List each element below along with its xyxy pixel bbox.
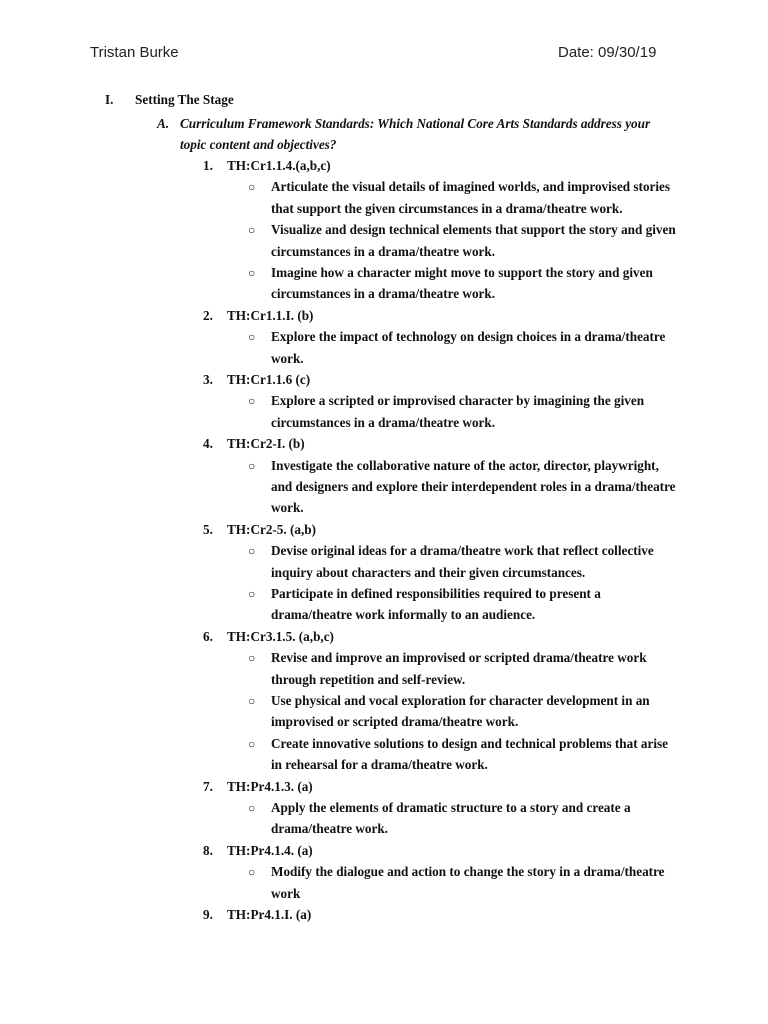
standard-code: TH:Pr4.1.4. (a) bbox=[227, 842, 313, 858]
bullet-text: in rehearsal for a drama/theatre work. bbox=[271, 757, 488, 773]
bullet-icon: ○ bbox=[248, 394, 256, 409]
bullet-icon: ○ bbox=[248, 180, 256, 195]
bullet-text: circumstances in a drama/theatre work. bbox=[271, 286, 496, 302]
standard-code: TH:Cr3.1.5. (a,b,c) bbox=[227, 628, 334, 644]
bullet-text: inquiry about characters and their given circumstances. bbox=[271, 564, 586, 580]
bullet-icon: ○ bbox=[248, 223, 256, 238]
bullet-icon: ○ bbox=[248, 694, 256, 708]
bullet-text: drama/theatre work. bbox=[271, 821, 388, 837]
bullet-text: Investigate the collaborative nature of the actor, director, playwright, bbox=[271, 457, 659, 473]
bullet-text: drama/theatre work informally to an audience. bbox=[271, 607, 536, 623]
standard-code: TH:Cr2-5. (a,b) bbox=[227, 521, 317, 537]
section-marker: I. bbox=[105, 92, 114, 107]
bullet-icon: ○ bbox=[248, 544, 256, 559]
bullet-text: Create innovative solutions to design and technical problems that arise bbox=[271, 735, 668, 751]
standard-code: TH:Pr4.1.I. (a) bbox=[227, 907, 312, 922]
bullet-text: Explore a scripted or improvised character by imagining the given bbox=[271, 393, 645, 409]
bullet-text: Modify the dialogue and action to change the story in a drama/theatre bbox=[271, 864, 665, 880]
standard-code: TH:Cr2-I. (b) bbox=[227, 436, 305, 452]
standard-code: TH:Cr1.1.6 (c) bbox=[227, 372, 311, 387]
bullet-text: work bbox=[271, 885, 301, 901]
bullet-icon: ○ bbox=[248, 651, 256, 666]
standard-number: 2. bbox=[203, 307, 213, 323]
bullet-text: Revise and improve an improvised or scripted drama/theatre work bbox=[271, 650, 647, 666]
bullet-text: work. bbox=[271, 350, 304, 366]
bullet-text: Visualize and design technical elements that support the story and given bbox=[271, 222, 676, 238]
bullet-icon: ○ bbox=[248, 330, 256, 345]
standard-number: 6. bbox=[203, 628, 213, 644]
bullet-icon: ○ bbox=[248, 801, 256, 815]
standard-number: 4. bbox=[203, 436, 213, 452]
bullet-text: Participate in defined responsibilities required to present a bbox=[271, 586, 601, 601]
date-label: Date: 09/30/19 bbox=[558, 44, 657, 61]
bullet-text: that support the given circumstances in a drama/theatre work. bbox=[271, 200, 623, 216]
standard-code: TH:Cr1.1.4.(a,b,c) bbox=[227, 158, 331, 173]
bullet-text: circumstances in a drama/theatre work. bbox=[271, 414, 496, 430]
bullet-icon: ○ bbox=[248, 865, 256, 880]
bullet-text: Imagine how a character might move to support the story and given bbox=[271, 265, 653, 280]
bullet-icon: ○ bbox=[248, 736, 256, 751]
bullet-text: and designers and explore their interdependent roles in a drama/theatre bbox=[271, 479, 676, 494]
author-name: Tristan Burke bbox=[90, 44, 179, 61]
bullet-icon: ○ bbox=[248, 266, 256, 280]
standard-code: TH:Cr1.1.I. (b) bbox=[227, 307, 314, 323]
subsection-marker: A. bbox=[157, 116, 170, 131]
bullet-text: improvised or scripted drama/theatre work. bbox=[271, 714, 519, 730]
bullet-text: Use physical and vocal exploration for character development in an bbox=[271, 693, 650, 708]
standard-number: 3. bbox=[203, 372, 213, 387]
bullet-text: Explore the impact of technology on design choices in a drama/theatre bbox=[271, 329, 666, 345]
section-title: Setting The Stage bbox=[135, 92, 234, 107]
bullet-text: through repetition and self-review. bbox=[271, 671, 466, 687]
bullet-text: Devise original ideas for a drama/theatre work that reflect collective bbox=[271, 543, 654, 559]
standard-code: TH:Pr4.1.3. (a) bbox=[227, 778, 313, 794]
standard-number: 7. bbox=[203, 778, 213, 794]
bullet-text: Articulate the visual details of imagined worlds, and improvised stories bbox=[271, 179, 671, 195]
bullet-text: Apply the elements of dramatic structure to a story and create a bbox=[271, 800, 631, 815]
bullet-icon: ○ bbox=[248, 458, 256, 473]
bullet-icon: ○ bbox=[248, 587, 256, 601]
subsection-title-line-1: Curriculum Framework Standards: Which National Core Arts Standards address your bbox=[180, 116, 651, 131]
subsection-title-line-2: topic content and objectives? bbox=[180, 137, 337, 152]
bullet-text: circumstances in a drama/theatre work. bbox=[271, 243, 496, 259]
standard-number: 8. bbox=[203, 842, 213, 858]
bullet-text: work. bbox=[271, 500, 304, 516]
standard-number: 5. bbox=[203, 521, 213, 537]
standard-number: 9. bbox=[203, 907, 213, 922]
standard-number: 1. bbox=[203, 158, 213, 173]
